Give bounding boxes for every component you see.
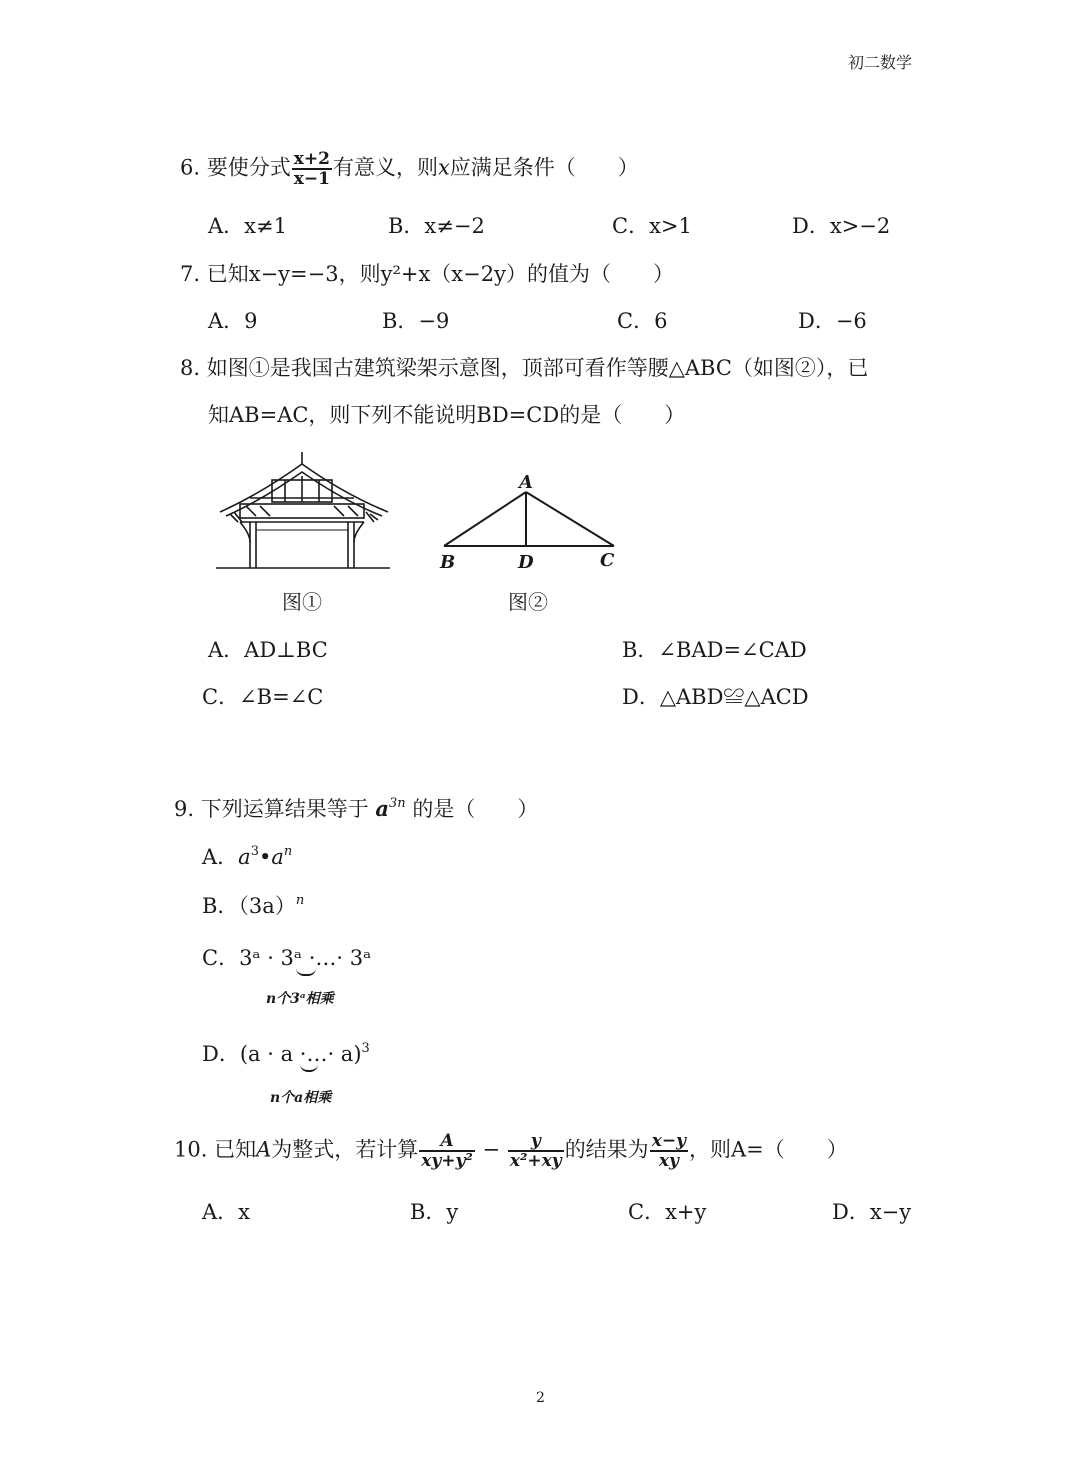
q9-opt-a-base1: a [238, 845, 251, 869]
segment-ab [444, 492, 526, 546]
q7-text: 已知x−y=−3，则y²+x（x−2y）的值为（ ） [206, 262, 674, 286]
q7-number: 7. [180, 262, 201, 286]
q9-opt-a-label: A． [202, 845, 239, 869]
q8-option-c: C．∠B=∠C [202, 685, 324, 709]
q6-var: x [437, 155, 450, 180]
q10-f3-den: xy [658, 1151, 679, 1171]
label-a: A [519, 472, 533, 493]
q9-opt-a-dot: • [258, 845, 272, 869]
q7-option-c: C．6 [617, 309, 668, 333]
q9-option-a [202, 843, 292, 871]
q9-opt-d-note: n个a相乘 [270, 1090, 332, 1106]
q9-exp: 3n [389, 796, 406, 811]
q6-option-c: C．x>1 [612, 214, 692, 238]
q6-pre: 要使分式 [206, 155, 291, 180]
q10-option-a: A．x [202, 1200, 251, 1224]
question-9 [174, 795, 538, 823]
q6-frac-den: x−1 [293, 169, 330, 189]
q10-f1-den: xy+y² [421, 1151, 473, 1171]
q9-opt-a-exp1: 3 [250, 844, 259, 859]
q9-option-c: C．3ᵃ · 3ᵃ ·…· 3ᵃ [202, 946, 372, 970]
q6-frac-num: x+2 [293, 149, 330, 169]
q9-base: a [375, 796, 390, 821]
q8-option-d: D．△ABD≌△ACD [622, 685, 809, 709]
q10-option-c: C．x+y [628, 1200, 707, 1224]
q6-number: 6. [180, 155, 201, 180]
q10-fraction-1 [419, 1132, 475, 1170]
q8-option-b: B．∠BAD=∠CAD [622, 638, 807, 662]
q10-mid: 为整式，若计算 [271, 1137, 419, 1162]
q9-opt-d-brace [300, 1064, 318, 1072]
q8-option-a: A．AD⊥BC [208, 638, 328, 662]
q10-fraction-3 [650, 1132, 688, 1170]
q10-option-b: B．y [410, 1200, 459, 1224]
q10-var-a: A [256, 1137, 272, 1162]
q9-opt-a-base2: a [271, 845, 284, 869]
figure-2-caption: 图② [508, 590, 548, 614]
figure-1-building [210, 450, 395, 575]
q6-post-a: 有意义，则 [332, 155, 438, 180]
question-7 [180, 260, 674, 288]
q7-option-d: D．−6 [798, 309, 867, 333]
q9-opt-c-brace [296, 968, 316, 976]
q10-post: ，则A=（ ） [688, 1137, 848, 1162]
q6-option-b: B．x≠−2 [388, 214, 485, 238]
q9-option-b [202, 892, 304, 920]
label-b: B [440, 552, 456, 573]
q9-opt-c-note: n个3ᵃ相乘 [266, 991, 334, 1007]
q9-opt-b-exp: n [295, 893, 305, 908]
q6-option-d: D．x>−2 [792, 214, 891, 238]
q10-option-d: D．x−y [832, 1200, 912, 1224]
q9-opt-d-text: D．(a · a ·…· a) [202, 1042, 362, 1066]
label-d: D [518, 552, 534, 573]
q9-option-d [202, 1040, 370, 1068]
q6-fraction [292, 150, 332, 188]
figure-2-triangle [432, 468, 632, 578]
q8-number: 8. [180, 356, 201, 380]
q10-f3-num: x−y [651, 1131, 686, 1151]
q10-f2-num: y [508, 1132, 564, 1152]
label-c: C [600, 550, 615, 571]
q10-number: 10. [174, 1137, 208, 1162]
q10-mid2: 的结果为 [564, 1137, 649, 1162]
q7-option-a: A．9 [208, 309, 258, 333]
q9-post: 的是（ ） [412, 797, 539, 821]
page-number: 2 [536, 1390, 545, 1406]
q10-pre: 已知 [214, 1137, 257, 1162]
q9-opt-a-exp2: n [283, 844, 293, 859]
q10-f1-num: A [419, 1132, 475, 1152]
q9-pre: 下列运算结果等于 [200, 797, 369, 821]
q9-opt-d-exp: 3 [361, 1041, 370, 1056]
q10-fraction-2 [508, 1132, 564, 1170]
q7-option-b: B．−9 [382, 309, 450, 333]
question-8-line-1 [180, 354, 868, 382]
question-10 [174, 1132, 848, 1170]
question-6 [180, 150, 639, 188]
subject-header: 初二数学 [848, 53, 913, 72]
segment-ac [526, 492, 614, 546]
figure-1-caption: 图① [282, 590, 322, 614]
q6-option-a: A．x≠1 [208, 214, 287, 238]
q9-opt-b-text: B．（3a） [202, 894, 296, 918]
q10-minus: − [482, 1137, 501, 1162]
question-8-line-2: 知AB=AC，则下列不能说明BD=CD的是（ ） [208, 403, 686, 427]
q10-f2-den: x²+xy [509, 1151, 562, 1171]
q8-line1: 如图①是我国古建筑梁架示意图，顶部可看作等腰△ABC（如图②），已 [206, 356, 869, 380]
q9-number: 9. [174, 797, 195, 821]
q6-post-b: 应满足条件（ ） [449, 155, 639, 180]
